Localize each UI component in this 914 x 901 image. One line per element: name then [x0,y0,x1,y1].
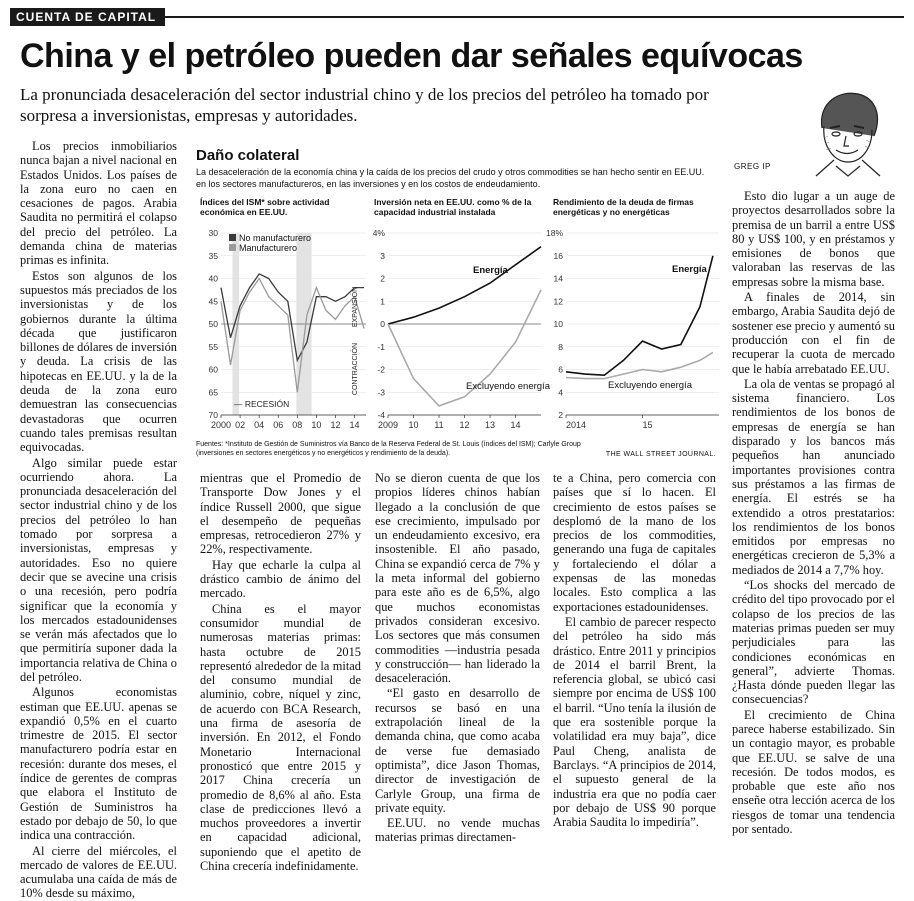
article-column-4 [553,471,716,839]
charts-svg [196,147,720,462]
paragraph: Esto dio lugar a un auge de proyectos desarrollados sobre la premisa de un barril a entre US$ 80 y US$ 100, y en préstamos y emisiones de bonos que valoraban las reservas de las empresas sobre la misma base. [732,189,895,289]
chart1-legend-label-a: No manufacturero [239,233,312,243]
paragraph: A finales de 2014, sin embargo, Arabia Saudita dejó de sostener ese precio y aumentó su producción con el fin de recuperar la cuota de mercado que le había arrebatado EE.UU. [732,290,895,376]
chart3-y-tick: 6 [558,364,563,375]
paragraph: Algo similar puede estar ocurriendo ahora. La pronunciada desaceleración del sector industrial chino y de los precios del petróleo lo han tomado por sorpresa a inversionistas, empresas y autoridades. Eso no quiere decir que se avecine una crisis o una recesión, pero podría significar que la economía y los mercados estadounidenses se verán más afectados que lo que permitiría suponer dada la importancia relativa de China o del petróleo. [20,455,177,684]
paragraph: Estos son algunos de los supuestos más preciados de los inversionistas y de los gobiernos durante la última década que justificaron billones de dólares de inversión y deuda. La crisis de las hipotecas en EE.UU. y la de la deuda de la zona euro demuestran las consecuencias devastadoras que ocurren cuando tales premisas resultan equivocadas. [20,268,177,455]
chart3-y-tick: 2 [558,410,563,420]
chart2-x-tick: 14 [510,420,521,430]
chart3-x-tick: 15 [642,420,653,430]
chart2-y-tick: 4% [372,228,385,238]
chart1-x-tick: 02 [235,420,246,430]
paragraph: No se dieron cuenta de que los propios líderes chinos habían llegado a la conclusión de que ese crecimiento, impulsado por un endeudamiento excesivo, era insostenible. El año pasado, China se expandió cerca de 7% y la meta informal del gobierno para este año es de 6,5%, algo que muchos economistas privados consideran excesivo. Los sectores que más consumen commodities —industria pesada y construcción— han liderado la desaceleración. [375,471,540,686]
chart3-y-tick: 18% [545,228,563,238]
chart2-y-tick: 1 [380,296,385,307]
chart1-y-tick: 35 [208,250,218,261]
chart3-y-tick: 16 [553,250,563,261]
chart2-y-tick: 0 [380,319,385,329]
chart1-y-tick: 50 [208,319,218,329]
chart1-legend-swatch-a [229,234,236,241]
paragraph: Algunos economistas estiman que EE.UU. apenas se expandió 0,5% en el cuarto trimestre de 2015. El sector manufacturero podría estar en recesión: durante dos meses, el índice de gerentes de compras que elabora el Instituto de Gestión de Suministros ha estado por debajo de 50, lo que indica una contracción. [20,685,177,843]
chart1-legend-swatch-b [229,244,236,251]
chart1-recession-label: — RECESIÓN [234,399,290,409]
chart1-x-tick: 06 [273,420,284,430]
paragraph: te a China, pero comercia con países que sí lo hacen. El crecimiento de estos países se desplomó de la mano de los precios de los commodities, generando una fuga de capitales y fortaleciendo el dólar a expensas de las monedas locales. Esto complica a las exportaciones estadounidenses. [553,471,716,614]
chart2-y-tick: 3 [380,250,385,261]
chart-credit: THE WALL STREET JOURNAL. [605,451,716,458]
section-rule [165,16,904,18]
chart2-x-tick: 13 [484,420,496,430]
article-column-1 [20,139,177,901]
chart1-y-tick: 30 [208,228,218,238]
chart1-x-tick: 04 [254,420,265,430]
chart2-y-tick: -4 [377,410,385,420]
article-column-2 [200,471,361,874]
chart1-x-tick: 2000 [210,420,232,430]
paragraph: La ola de ventas se propagó al sistema financiero. Los rendimientos de los bonos de empresas de energía se han disparado y los bancos más pequeños han anunciado importantes provisiones contra sus préstamos a las firmas de energía. El estrés se ha extendido a otros prestatarios: los rendimientos de los bonos emitidos por empresas no energéticas crecieron de 5,3% a mediados de 2014 a 7,7% hoy. [732,376,895,577]
chart2-x-tick: 12 [459,420,470,430]
chart2-x-tick: 11 [434,420,444,430]
paragraph: China es el mayor consumidor mundial de numerosas materias primas: hasta octubre de 2015 representó alrededor de la mitad del consumo mundial de aluminio, cobre, níquel y zinc, de acuerdo con BCA Research, una firma de asesoría de inversión. En 2012, el Fondo Monetario Internacional pronosticó que entre 2015 y 2017 China crecería un promedio de 8,6% al año. Esta clase de predicciones llevó a muchos proveedores a invertir en capacidad adicional, suponiendo que el apetito de China crecería indefinidamente. [200,601,361,874]
chart2-x-tick: 10 [408,420,419,430]
chart1-series-b [221,279,364,396]
chart3-label-nonenergy: Excluyendo energía [608,380,692,391]
chart1-legend-label-b: Manufacturero [239,243,298,253]
headline: China y el petróleo pueden dar señales equívocas [20,37,803,75]
chart3-y-tick: 8 [558,341,563,352]
chart3-y-tick: 14 [553,273,563,284]
chart2-y-tick: -1 [377,341,385,352]
author-portrait [800,88,892,176]
chart2-y-tick: -2 [377,364,385,375]
chart3-y-tick: 4 [558,387,563,398]
article-column-5 [732,189,895,839]
chart2-title: Inversión neta en EE.UU. como % de la capacidad industrial instalada [374,197,532,217]
paragraph: Al cierre del miércoles, el mercado de valores de EE.UU. acumulaba una caída de más de 10% desde su máximo, [20,843,177,901]
chart1-expansion-label: EXPANSIÓN [352,286,359,328]
chart2-series-a [388,247,541,324]
chart-subtitle: La desaceleración de la economía china y la caída de los precios del crudo y otros commodities se han hecho sentir en EE.UU. en los sectores manufactureros, en las inversiones y en los costos de endeudamiento. [196,167,705,189]
chart-panel [196,147,720,462]
chart1-y-tick: 60 [208,364,218,375]
chart2-label-energy: Energía [473,265,508,276]
chart1-y-tick: 40 [208,273,218,284]
chart2-y-tick: -3 [377,387,385,398]
chart2-label-nonenergy: Excluyendo energía [466,381,550,392]
paragraph: EE.UU. no vende muchas materias primas directamen- [375,816,540,845]
chart3-label-energy: Energía [672,264,707,275]
chart1-title: Índices del ISM* sobre actividad económica en EE.UU. [200,197,330,217]
paragraph: Los precios inmobiliarios nunca bajan a nivel nacional en Estados Unidos. Los países de la zona euro no caen en cesaciones de pagos. Arabia Saudita no permitirá el colapso del precio del petróleo. La demanda china de materias primas es infinita. [20,139,177,268]
section-label: CUENTA DE CAPITAL [10,8,165,26]
chart1-contraction-label: CONTRACCIÓN [352,342,359,396]
paragraph: El cambio de parecer respecto del petróleo ha sido más drástico. Entre 2011 y principios de 2014 el barril Brent, la referencia global, se ubicó casi siempre por encima de US$ 100 el barril. “Uno tenía la ilusión de que era sostenible porque la volatilidad era muy baja”, dice Paul Cheng, analista de Barclays. “A principios de 2014, el supuesto general de la industria era que no podía caer por debajo de US$ 90 porque Arabia Saudita lo impediría”. [553,614,716,830]
paragraph: “El gasto en desarrollo de recursos se basó en una extrapolación lineal de la demanda china, que como acaba de verse fue demasiado optimista”, dice Jason Thomas, director de investigación de Carlyle Group, una firma de private equity. [375,686,540,815]
chart1-y-tick: 55 [208,341,218,352]
chart3-x-tick: 2014 [566,420,587,430]
chart2-y-tick: 2 [380,273,385,284]
chart1-y-tick: 65 [208,387,218,398]
chart-title: Daño colateral [196,147,300,164]
chart1-x-tick: 10 [311,420,322,430]
chart1-x-tick: 12 [330,420,341,430]
paragraph: mientras que el Promedio de Transporte Dow Jones y el índice Russell 2000, que sigue el desempeño de pequeñas empresas, retrocedieron 27% y 22%, respectivamente. [200,471,361,557]
article-column-3 [375,471,540,845]
chart1-x-tick: 08 [292,420,303,430]
byline: GREG IP [734,162,771,171]
chart1-y-tick: 70 [208,410,218,420]
chart1-series-a [221,274,364,361]
paragraph: Hay que echarle la culpa al drástico cambio de ánimo del mercado. [200,557,361,601]
chart3-y-tick: 10 [553,319,563,329]
paragraph: El crecimiento de China parece haberse estabilizado. Sin un contagio mayor, es probable que EE.UU. se salve de una recesión. De todos modos, es probable que este año nos enseñe otra lección acerca de los riesgos de tomar una tendencia por sentado. [732,707,895,837]
paragraph: “Los shocks del mercado de crédito del tipo provocado por el colapso de los precios de las materias primas pueden ser muy perjudiciales para las condiciones económicas en general”, advierte Thomas. ¿Hasta dónde pueden llegar las consecuencias? [732,578,895,707]
chart2-x-tick: 2009 [377,420,399,430]
chart3-title: Rendimiento de la deuda de firmas energéticas y no energéticas [553,197,694,217]
deck: La pronunciada desaceleración del sector industrial chino y de los precios del petróleo ha tomado por sorpresa a inversionistas, empresas y autoridades. [20,85,709,125]
chart1-y-tick: 45 [208,296,218,307]
chart3-y-tick: 12 [553,296,563,307]
chart1-x-tick: 14 [349,420,360,430]
chart-source: Fuentes: *Instituto de Gestión de Suministros vía Banco de la Reserva Federal de St. Louis (índices del ISM); Carlyle Group (inversiones en sectores energéticos y no energéticos y rendimiento de la deuda). [196,441,581,457]
